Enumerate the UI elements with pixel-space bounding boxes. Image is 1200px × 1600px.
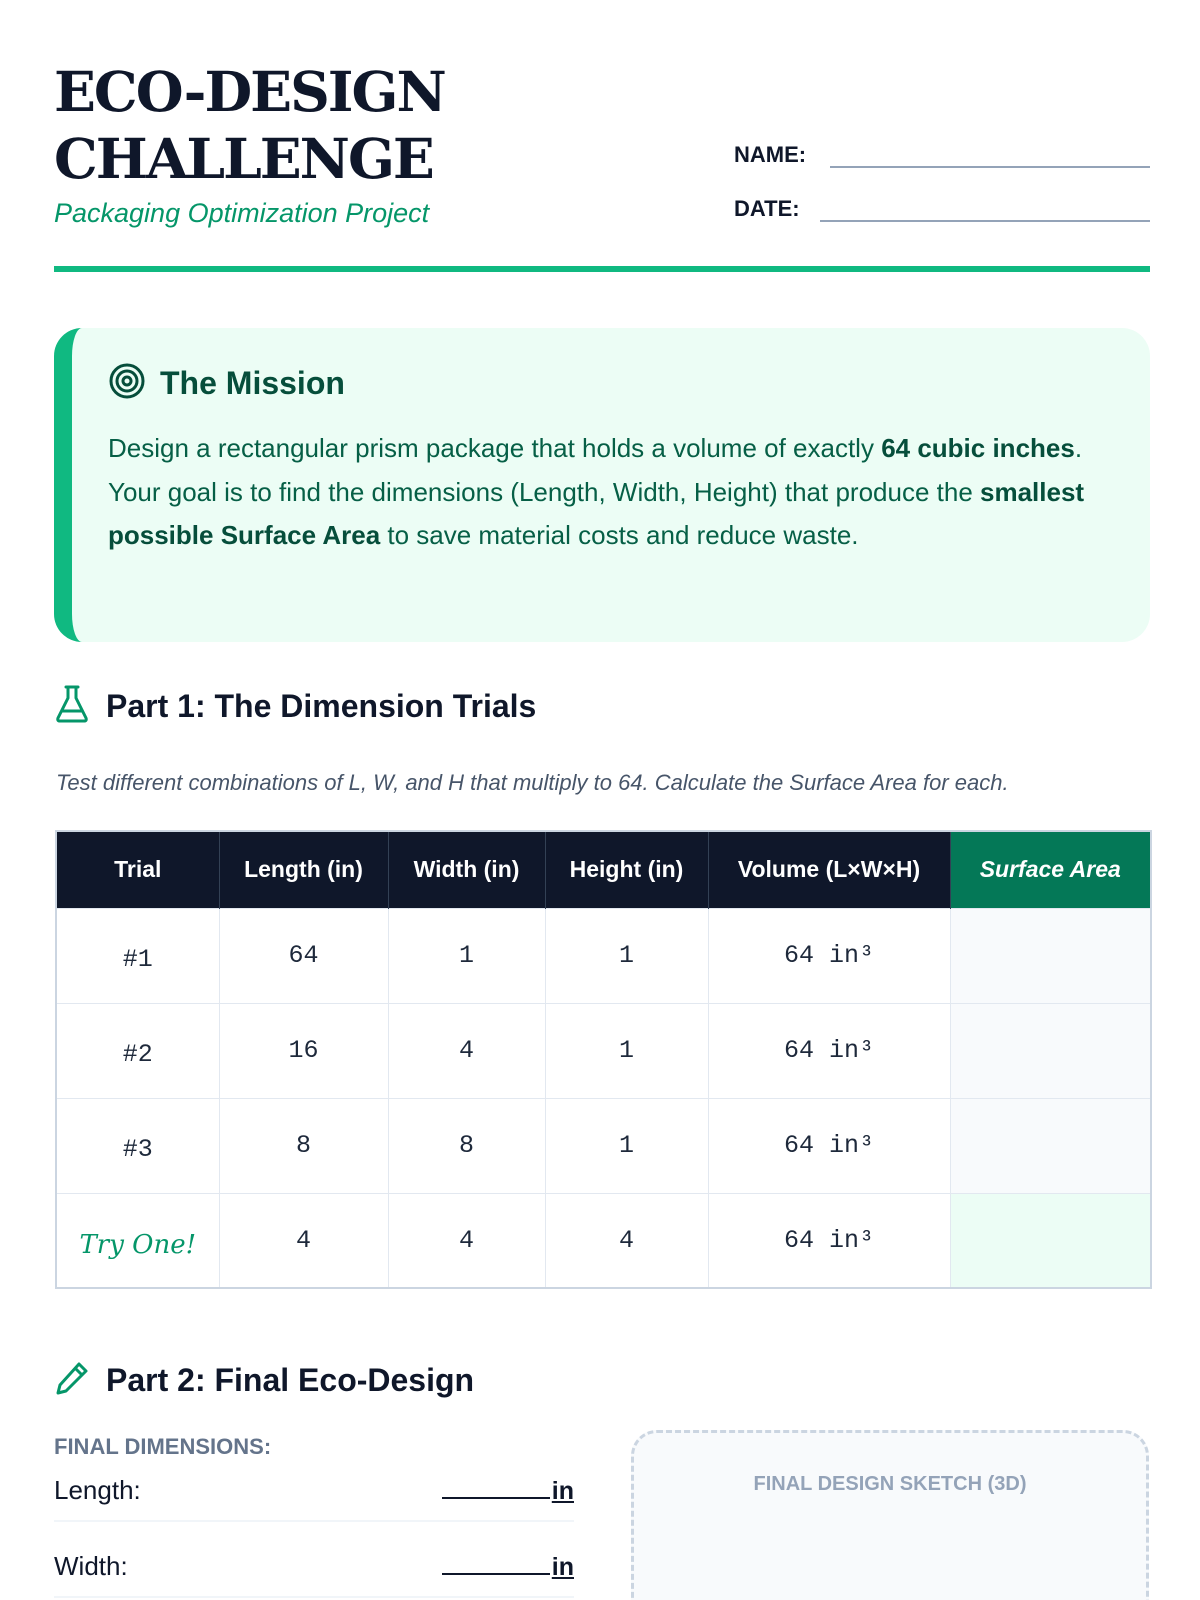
trial-cell: Try One! [56,1193,219,1288]
part1-title: Part 1: The Dimension Trials [106,688,537,724]
date-label: DATE: [734,196,800,221]
volume-cell: 64 in³ [708,1098,950,1193]
trial-cell: #1 [56,908,219,1003]
surface-area-input[interactable] [950,1003,1151,1098]
page-subtitle: Packaging Optimization Project [54,198,430,228]
mission-volume: 64 cubic inches [881,433,1075,463]
dimension-row-width [54,1542,574,1598]
table-row [56,1098,1151,1193]
surface-area-input[interactable] [950,908,1151,1003]
table-row [56,1003,1151,1098]
col-header-trial: Trial [56,831,219,908]
length-cell: 4 [219,1193,388,1288]
pencil-icon [54,1360,90,1401]
mission-title: The Mission [160,365,345,401]
flask-icon [54,684,90,729]
dimension-row-length [54,1466,574,1522]
col-header-width: Width (in) [388,831,545,908]
length-cell: 64 [219,908,388,1003]
mission-box [54,328,1150,642]
name-field[interactable] [830,138,1150,168]
final-dimensions-label: FINAL DIMENSIONS: [54,1434,272,1459]
col-header-length: Length (in) [219,831,388,908]
mission-heading [108,362,1110,405]
trials-table [55,830,1152,1289]
volume-cell: 64 in³ [708,1193,950,1288]
name-label: NAME: [734,142,807,167]
height-cell: 1 [545,1003,708,1098]
mission-text-1: Design a rectangular prism package that holds a volume of exactly [108,433,882,463]
dimension-unit: in [551,1477,574,1505]
surface-area-input[interactable] [950,1098,1151,1193]
height-cell: 1 [545,1098,708,1193]
student-fields [734,134,1150,242]
width-cell: 4 [388,1003,545,1098]
surface-area-input[interactable] [950,1193,1151,1288]
sketch-area[interactable] [631,1430,1149,1600]
width-cell: 4 [388,1193,545,1288]
date-field[interactable] [820,192,1150,222]
part1-heading [54,684,536,729]
col-header-surface-area: Surface Area [950,831,1151,908]
dimension-unit: in [551,1553,574,1581]
width-cell: 8 [388,1098,545,1193]
mission-text-3: to save material costs and reduce waste. [380,520,859,550]
name-field-row [734,134,1150,168]
mission-text [108,427,1110,558]
length-cell: 8 [219,1098,388,1193]
col-header-height: Height (in) [545,831,708,908]
dimension-label: Width: [54,1551,128,1581]
title-line-1: ECO-DESIGN [54,59,445,124]
target-icon [108,362,146,405]
height-cell: 4 [545,1193,708,1288]
height-cell: 1 [545,908,708,1003]
trial-cell: #2 [56,1003,219,1098]
date-field-row [734,188,1150,222]
table-row [56,908,1151,1003]
volume-cell: 64 in³ [708,908,950,1003]
length-cell: 16 [219,1003,388,1098]
table-row [56,1193,1151,1288]
part2-title: Part 2: Final Eco-Design [106,1362,475,1398]
title-line-2: CHALLENGE [54,126,433,191]
dimension-blank[interactable] [442,1477,574,1506]
part2-heading [54,1360,474,1401]
sketch-label: FINAL DESIGN SKETCH (3D) [753,1473,1027,1495]
table-header-row [56,831,1151,908]
dimension-blank[interactable] [442,1553,574,1582]
mission-goal: smallest possible Surface Area [108,476,1085,550]
mission-text-2: . Your goal is to find the dimensions (Length, Width, Height) that produce the [108,433,1083,507]
trial-cell: #3 [56,1098,219,1193]
width-cell: 1 [388,908,545,1003]
volume-cell: 64 in³ [708,1003,950,1098]
worksheet-header [54,58,1150,272]
dimension-label: Length: [54,1475,141,1505]
part1-instruction: Test different combinations of L, W, and H that multiply to 64. Calculate the Surface Area for each. [56,770,1009,795]
col-header-volume: Volume (L×W×H) [708,831,950,908]
